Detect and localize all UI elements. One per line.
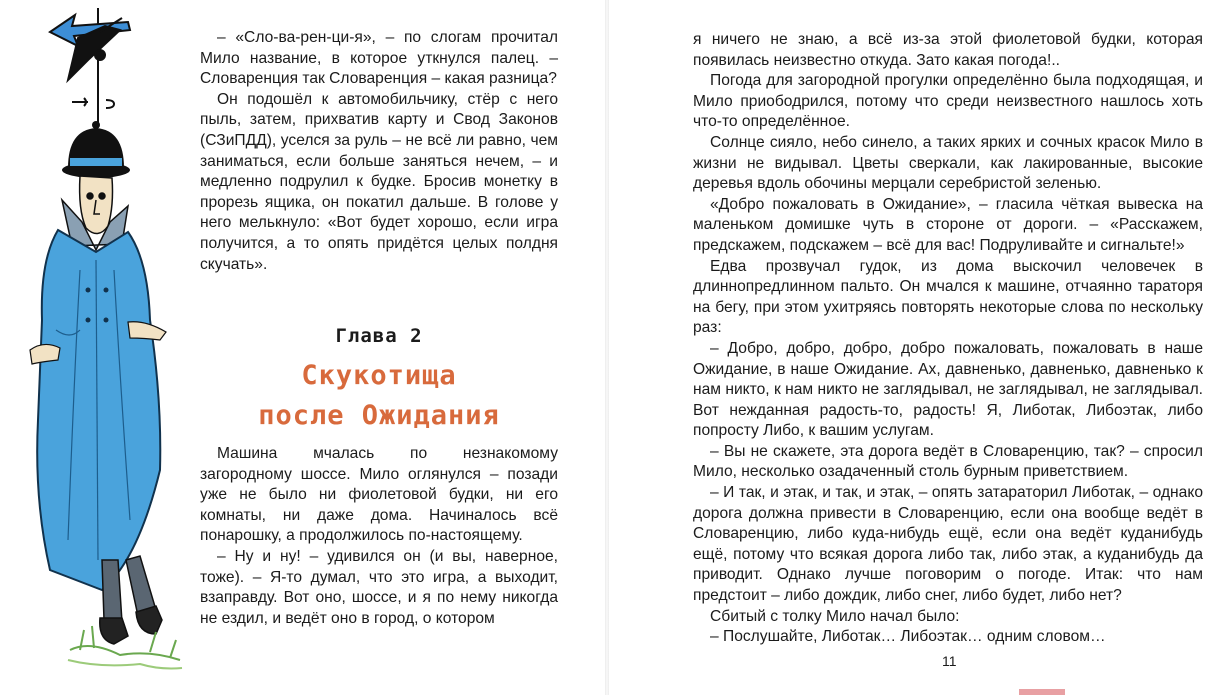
paragraph: Сбитый с толку Мило начал было: <box>710 607 960 625</box>
paragraph: Он подошёл к автомобильчику, стёр с него пыль, затем, прихватив карту и Свод Законов (СЗиПДД), уселся за руль – не всё ли равно, чем заниматься, если больше заняться нечем, – и медленно подрулил к будке. Бросив монетку в прорезь ящика, он покатил дальше. В голове у него мелькнуло: «Вот будет хорошо, если игра получится, а то опять придётся целых полдня скучать». <box>200 90 558 273</box>
chapter-title-line-1: Скукотища <box>301 360 457 391</box>
face <box>80 176 113 234</box>
chapter-title <box>200 356 558 436</box>
weather-vane-icon <box>50 8 130 125</box>
page-edge-tab <box>1019 689 1065 695</box>
paragraph: – Ну и ну! – удивился он (и вы, наверное, тоже). – Я-то думал, что это игра, а выходит, взаправду. Вот оно, шоссе, и я по нему никогда не ездил, и ведёт оно в город, о котором <box>200 547 558 627</box>
left-top-text <box>200 28 558 275</box>
illustration-man-in-coat <box>10 0 185 690</box>
right-text <box>693 30 1203 648</box>
bowler-hat <box>62 121 130 178</box>
paragraph: – «Сло-ва-рен-ци-я», – по слогам прочитал Мило название, в которое уткнулся палец. – Словаренция так Словаренция – какая разница? <box>200 29 558 88</box>
paragraph: «Добро пожаловать в Ожидание», – гласила чёткая вывеска на маленьком домишке чуть в стороне от дороги. – «Расскажем, предскажем, подскажем – всё для вас! Подруливайте и сигнальте!» <box>693 195 1203 254</box>
coat <box>37 230 160 590</box>
paragraph: я ничего не знаю, а всё из-за этой фиолетовой будки, которая появилась неизвестно откуда. Зато какая погода!.. <box>693 31 1203 69</box>
chapter-title-line-2: после Ожидания <box>258 400 500 431</box>
paragraph: – Послушайте, Либотак… Либоэтак… одним словом… <box>710 628 1106 646</box>
right-hand <box>128 322 166 340</box>
paragraph: Погода для загородной прогулки определённо была подходящая, и Мило приободрился, потому что среди неизвестного нашлось хоть что-то определённое. <box>693 72 1203 131</box>
paragraph: Солнце сияло, небо синело, а таких ярких и сочных красок Мило в жизни не видывал. Цветы сверкали, как лакированные, высокие деревья вдоль обочины мерцали серебристой зеленью. <box>693 133 1203 193</box>
page-number: 11 <box>942 653 957 669</box>
paragraph: – Вы не скажете, эта дорога ведёт в Словаренцию, так? – спросил Мило, несколько озадаченный столь бурным приветствием. <box>693 442 1203 481</box>
paragraph: Машина мчалась по незнакомому загородному шоссе. Мило оглянулся – позади уже не было ни фиолетовой будки, ни его комнаты, ни даже дома. Начиналось всё понарошку, а продолжилось по-настоящему. <box>200 445 558 545</box>
paragraph: Едва прозвучал гудок, из дома выскочил человечек в длиннопредлинном пальто. Он мчался к машине, отчаянно тараторя на бегу, при этом ухитряясь повторять некоторые слова по нескольку раз: <box>693 257 1203 337</box>
chapter-label: Глава 2 <box>335 325 423 347</box>
legs <box>100 556 162 644</box>
left-bottom-text <box>200 444 558 629</box>
paragraph: – И так, и этак, и так, и этак, – опять затараторил Либотак, – однако дорога должна привести в Словаренцию, если она вообще ведёт в Словаренцию, либо куда-нибудь ещё, если она ведёт куданибудь ещё, потому что всякая дорога либо так, либо этак, а куданибудь да приводит. Однако лучше поговорим о погоде. Итак: что нам предстоит – либо дождик, либо снег, либо будет, либо нет? <box>693 484 1203 605</box>
paragraph: – Добро, добро, добро, добро пожаловать, пожаловать в наше Ожидание, в наше Ожидание. Ах, давненько, давненько, давненько к нам никто, к нам никто не заглядывал, не заглядывал, не заглядывал. Вот нежданная радость-то, радость! Я, Либотак, Либоэтак, либо попросту Либо, к вашим услугам. <box>693 339 1203 440</box>
left-page <box>0 0 607 695</box>
right-page <box>607 0 1215 695</box>
